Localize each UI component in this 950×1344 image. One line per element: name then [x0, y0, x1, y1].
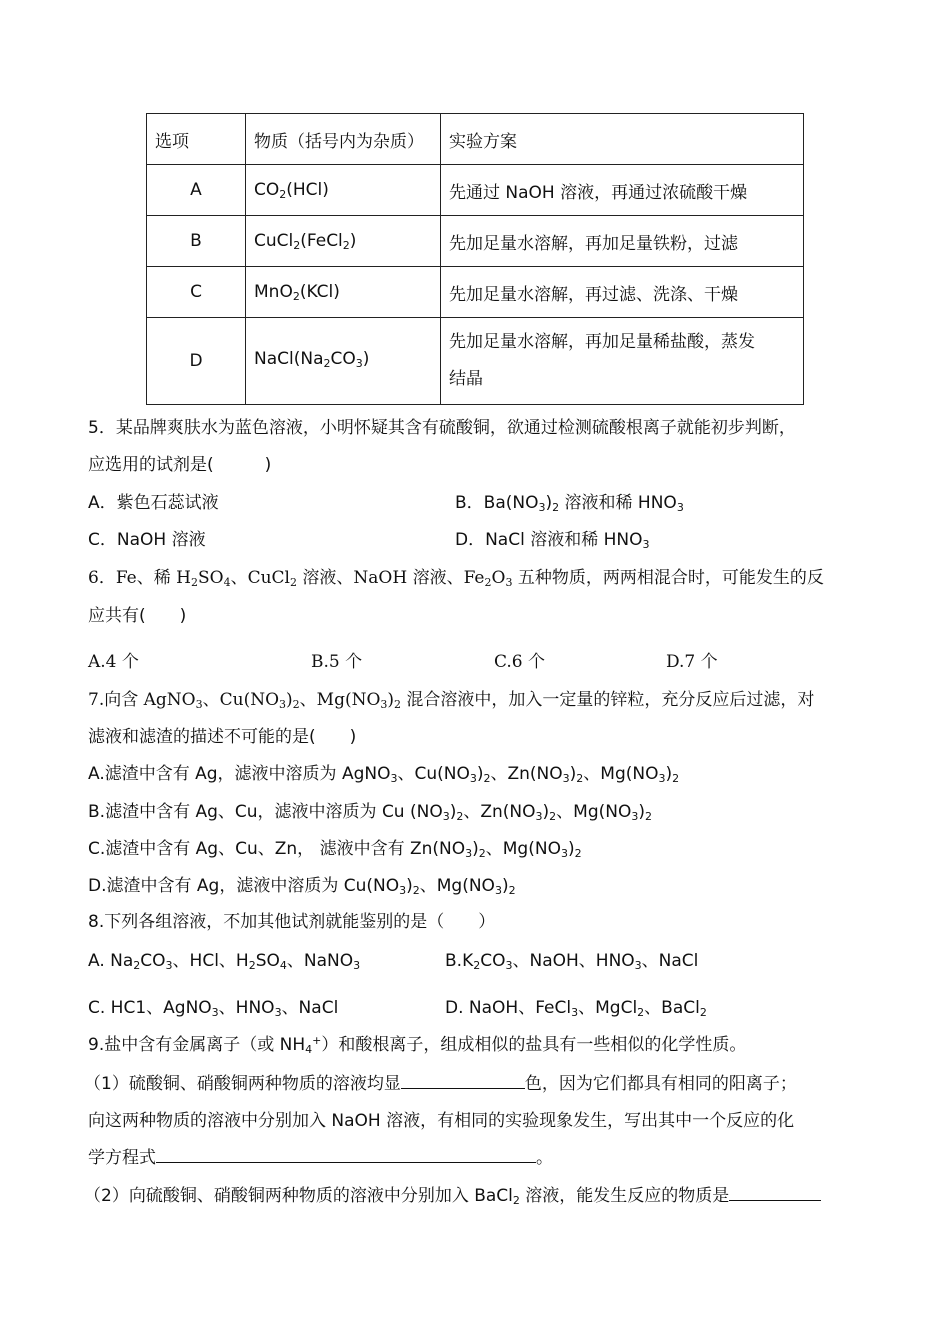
table-row — [147, 165, 804, 216]
q9-part1-text-d: 。 — [536, 1148, 553, 1168]
q5-option-a: A．紫色石蕊试液 — [88, 493, 219, 513]
table-header-row — [147, 114, 804, 165]
plan-line: 先加足量水溶解，再加足量稀盐酸，蒸发 — [449, 332, 755, 352]
row-substance: $NaCl(Na_2CO_3)$ — [246, 318, 441, 405]
q9-part2-text: （2）向硫酸铜、硝酸铜两种物质的溶液中分别加入 BaCl$_2$ 溶液，能发生反应的物质是 — [84, 1186, 730, 1207]
q6-option-a: A.4 个 — [88, 652, 139, 672]
q9-part1-text-b: 色，因为它们都具有相同的阳离子； — [524, 1074, 797, 1094]
q9-part1-text-c: 学方程式 — [88, 1148, 156, 1168]
q5-option-b: B．$Ba(NO_3)_2$ 溶液和稀 $HNO_3$ — [455, 493, 684, 514]
q6-option-d: D.7 个 — [666, 652, 718, 672]
row-option: D — [147, 318, 246, 405]
q8-option-a: A. $Na_2CO_3$、HCl、$H_2SO_4$、NaNO$_3$ — [88, 951, 361, 972]
substance-blank[interactable] — [729, 1183, 821, 1201]
q5-stem-line2: 应选用的试剂是( ) — [88, 455, 272, 475]
row-option: A — [147, 165, 246, 216]
options-table — [146, 113, 804, 405]
row-plan — [441, 318, 804, 405]
color-blank[interactable] — [401, 1071, 525, 1089]
row-plan: 先加足量水溶解，再加足量铁粉，过滤 — [441, 216, 804, 267]
q7-option-a: A.滤渣中含有 Ag，滤液中溶质为 AgNO$_3$、$Cu(NO_3)_2$、$Zn(NO_3)_2$、$Mg(NO_3)_2$ — [88, 764, 680, 785]
q7-stem-line1: 7.向含 AgNO$_3$、$Cu(NO_3)_2$、$Mg(NO_3)_2$ 混合溶液中，加入一定量的锌粒，充分反应后过滤，对 — [88, 690, 815, 711]
q9-part1-line3 — [88, 1143, 553, 1168]
equation-blank[interactable] — [156, 1145, 536, 1163]
q9-stem: 9.盐中含有金属离子（或 $NH_4^+$）和酸根离子，组成相似的盐具有一些相似的化学性质。 — [88, 1034, 747, 1056]
row-substance: $CO_2(HCl)$ — [246, 165, 441, 216]
q9-part1-line1 — [84, 1069, 797, 1094]
q6-option-b: B.5 个 — [311, 652, 363, 672]
q9-part1-line2: 向这两种物质的溶液中分别加入 NaOH 溶液，有相同的实验现象发生，写出其中一个反应的化 — [88, 1111, 795, 1131]
q6-stem-line1: 6．Fe、稀 $H_2SO_4$、CuCl$_2$ 溶液、NaOH 溶液、$Fe_2O_3$ 五种物质，两两相混合时，可能发生的反 — [88, 568, 824, 589]
header-option: 选项 — [147, 114, 246, 165]
table-row — [147, 216, 804, 267]
q5-option-d: D．NaCl 溶液和稀 $HNO_3$ — [455, 530, 650, 551]
row-plan: 先通过 NaOH 溶液，再通过浓硫酸干燥 — [441, 165, 804, 216]
header-plan: 实验方案 — [441, 114, 804, 165]
row-substance: CuCl$_2$(FeCl$_2$) — [246, 216, 441, 267]
q5-stem-line1: 5．某品牌爽肤水为蓝色溶液，小明怀疑其含有硫酸铜，欲通过检测硫酸根离子就能初步判断， — [88, 418, 796, 438]
plan-line: 结晶 — [449, 369, 483, 389]
q9-part2-line — [84, 1181, 821, 1207]
q6-stem-line2: 应共有( ) — [88, 606, 187, 626]
row-option: B — [147, 216, 246, 267]
q9-part1-text-a: （1）硫酸铜、硝酸铜两种物质的溶液均显 — [84, 1074, 401, 1094]
q8-option-d: D. NaOH、FeCl$_3$、MgCl$_2$、BaCl$_2$ — [445, 998, 707, 1019]
q7-stem-line2: 滤液和滤渣的描述不可能的是( ) — [88, 727, 357, 747]
header-substance: 物质（括号内为杂质） — [246, 114, 441, 165]
q8-option-c: C. HC1、AgNO$_3$、$HNO_3$、NaCl — [88, 998, 339, 1019]
row-option: C — [147, 267, 246, 318]
q7-option-b: B.滤渣中含有 Ag、Cu，滤液中溶质为 Cu $(NO_3)_2$、$Zn(NO_3)_2$、$Mg(NO_3)_2$ — [88, 802, 652, 823]
q7-option-c: C.滤渣中含有 Ag、Cu、Zn， 滤液中含有 $Zn(NO_3)_2$、$Mg(NO_3)_2$ — [88, 839, 582, 860]
q5-option-c: C．NaOH 溶液 — [88, 530, 206, 550]
q8-stem: 8.下列各组溶液，不加其他试剂就能鉴别的是（ ） — [88, 912, 496, 932]
q7-option-d: D.滤渣中含有 Ag，滤液中溶质为 $Cu(NO_3)_2$、$Mg(NO_3)_2$ — [88, 876, 516, 897]
table-row — [147, 318, 804, 405]
row-plan: 先加足量水溶解，再过滤、洗涤、干燥 — [441, 267, 804, 318]
q8-option-b: $B.K_2CO_3$、NaOH、$HNO_3$、NaCl — [445, 951, 699, 972]
table-row — [147, 267, 804, 318]
row-substance: MnO$_2$(KCl) — [246, 267, 441, 318]
q6-option-c: C.6 个 — [494, 652, 546, 672]
